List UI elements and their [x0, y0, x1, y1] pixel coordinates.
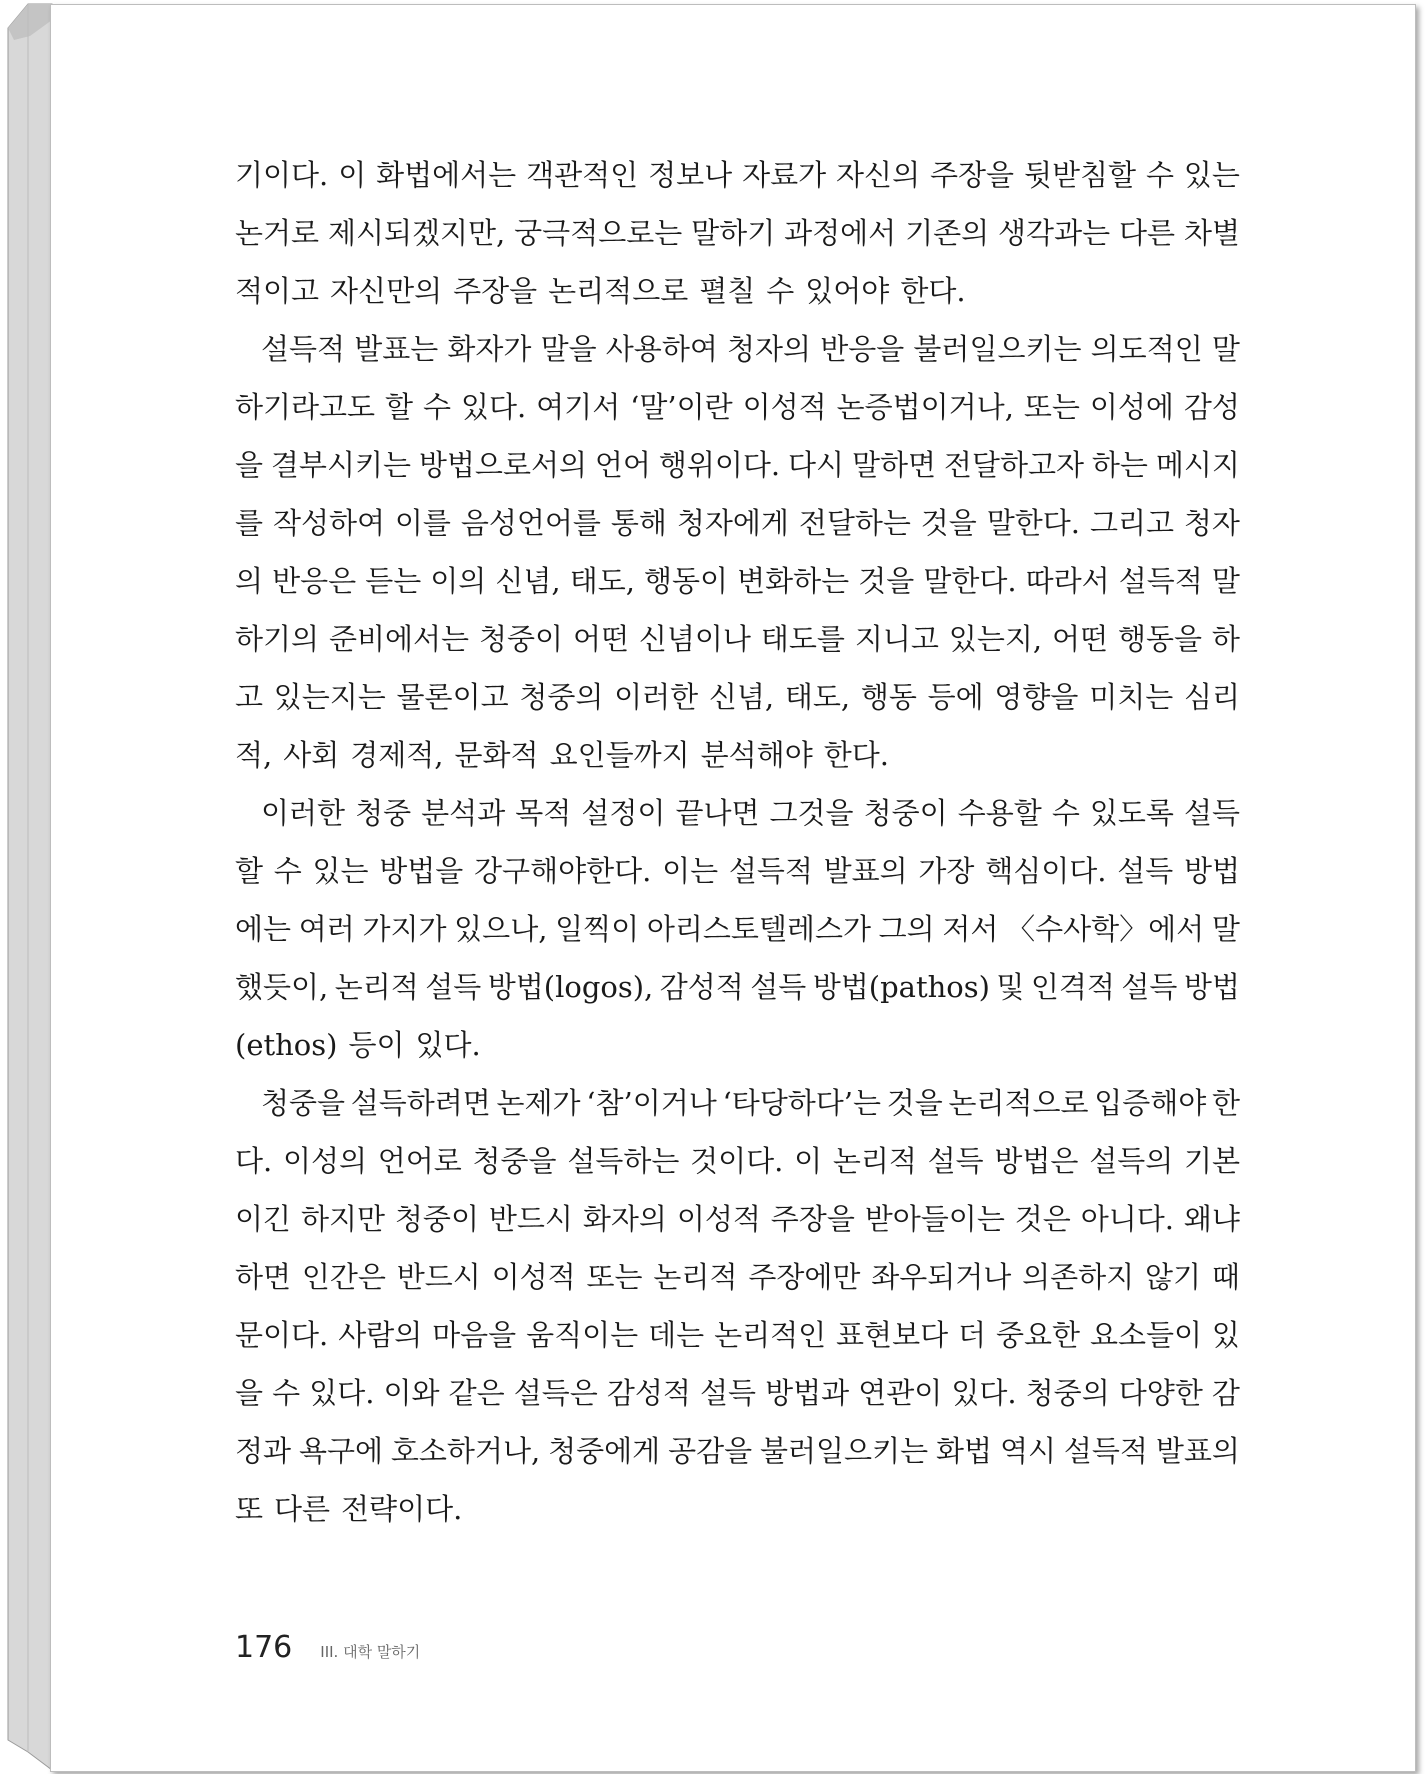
- word: 설득: [927, 1144, 984, 1178]
- running-head: III. 대학 말하기: [320, 1643, 421, 1661]
- word: 자신의: [836, 158, 921, 192]
- word: 행동: [860, 680, 917, 714]
- word: 이성적: [742, 390, 827, 424]
- word: 설득은: [513, 1376, 598, 1410]
- word: 메시지: [1155, 448, 1240, 482]
- word: 일찍이: [555, 912, 640, 946]
- word: 있다.: [460, 390, 527, 424]
- word: 행위이다.: [658, 448, 781, 482]
- word: 받아들이는: [864, 1202, 1005, 1236]
- word: 통해: [610, 506, 667, 540]
- word: 저서: [942, 912, 999, 946]
- word: 논거로: [235, 216, 320, 250]
- word: 청중이: [863, 796, 948, 830]
- word: 의: [235, 564, 264, 598]
- word: 주장을: [770, 1202, 855, 1236]
- word: 를: [235, 506, 264, 540]
- word: 강구해야한다.: [474, 854, 652, 888]
- word: 태도를: [760, 622, 845, 656]
- word: 수용할: [957, 796, 1042, 830]
- word: 반응을: [820, 332, 905, 366]
- word: 아니다.: [1080, 1202, 1174, 1236]
- word: 수: [1145, 158, 1174, 192]
- word: 하: [1211, 622, 1240, 656]
- word: 표현보다: [836, 1318, 949, 1352]
- word: 등에: [927, 680, 984, 714]
- word: 목적: [515, 796, 572, 830]
- word: 여기서: [536, 390, 621, 424]
- word: 궁극적으로는: [514, 216, 683, 250]
- text-line: [235, 1248, 1240, 1306]
- word: 한다.: [823, 738, 889, 772]
- word: 말하기: [691, 216, 776, 250]
- word: 아리스토텔레스가: [646, 912, 871, 946]
- word: 및: [996, 970, 1025, 1004]
- word: 설득: [1183, 796, 1240, 830]
- word: 미치는: [1089, 680, 1174, 714]
- word: 화법에서는: [376, 158, 517, 192]
- word: 화자가: [447, 332, 532, 366]
- word: 사회: [283, 738, 340, 772]
- word: 화법: [936, 1434, 993, 1468]
- word: 펼칠: [699, 274, 756, 308]
- word: 설득: [750, 970, 807, 1004]
- word: 있어야: [805, 274, 890, 308]
- word: 지니고: [854, 622, 939, 656]
- text-line: [235, 958, 1240, 1016]
- word: 의도적인: [1090, 332, 1203, 366]
- word: 것은: [1014, 1202, 1071, 1236]
- word: 있는지는: [273, 680, 386, 714]
- word: 있으나,: [454, 912, 548, 946]
- word: 고: [235, 680, 264, 714]
- word: 하면: [235, 1260, 292, 1294]
- word: 이를: [394, 506, 451, 540]
- word: 말을: [540, 332, 597, 366]
- word: 감성: [1183, 390, 1240, 424]
- word: 욕구에: [298, 1434, 383, 1468]
- word: 주장에만: [748, 1260, 861, 1294]
- word: 방법은: [994, 1144, 1079, 1178]
- word: 한: [1211, 1086, 1240, 1120]
- word: 경제적,: [350, 738, 444, 772]
- word: 있는: [1183, 158, 1240, 192]
- word: 심리: [1183, 680, 1240, 714]
- word: 논증법이거나,: [836, 390, 1014, 424]
- word: 논제가: [496, 1086, 581, 1120]
- text-line: [235, 900, 1240, 958]
- word: (ethos): [235, 1028, 338, 1062]
- word: 중요한: [995, 1318, 1081, 1352]
- word: 이성적: [491, 1260, 576, 1294]
- word: 설득하는: [567, 1144, 680, 1178]
- word: 있다.: [951, 1376, 1017, 1410]
- word: 작성하여: [272, 506, 385, 540]
- text-line: [235, 1190, 1240, 1248]
- word: 것을: [920, 506, 977, 540]
- text-line: [235, 1074, 1240, 1132]
- word: 청중을: [472, 1144, 557, 1178]
- word: 수: [272, 1376, 301, 1410]
- word: 사람의: [338, 1318, 423, 1352]
- word: 이의: [430, 564, 487, 598]
- word: 방법으로서의: [418, 448, 587, 482]
- word: 이성에: [1089, 390, 1174, 424]
- text-line: [235, 378, 1240, 436]
- word: 청중에게: [548, 1434, 661, 1468]
- text-line: [235, 1364, 1240, 1422]
- word: 논리적으로: [548, 274, 689, 308]
- word: 듣는: [365, 564, 422, 598]
- word: 객관적인: [526, 158, 639, 192]
- word: 움직이는: [526, 1318, 639, 1352]
- word: 여러: [298, 912, 355, 946]
- word: 주장을: [930, 158, 1015, 192]
- word: 이러한: [261, 796, 346, 830]
- word: 과정에서: [784, 216, 897, 250]
- word: 말한다.: [986, 506, 1081, 540]
- word: 것을: [858, 564, 915, 598]
- word: 논리적인: [714, 1318, 827, 1352]
- word: 생각과는: [998, 216, 1111, 250]
- word: 마음을: [432, 1318, 517, 1352]
- word: 준비에서는: [328, 622, 470, 656]
- word: 행동을: [1117, 622, 1202, 656]
- text-line: [235, 668, 1240, 726]
- word: 하기라고도: [235, 390, 376, 424]
- word: 적이고: [235, 274, 320, 308]
- word: 연관이: [858, 1376, 943, 1410]
- word: 할: [235, 854, 264, 888]
- word: 차별: [1183, 216, 1240, 250]
- word: 기이다.: [235, 158, 329, 192]
- word: 논리적: [334, 970, 419, 1004]
- word: 가지가: [362, 912, 447, 946]
- text-line: [235, 842, 1240, 900]
- word: 다.: [235, 1144, 273, 1178]
- word: 기본: [1183, 1144, 1240, 1178]
- text-line: [235, 204, 1240, 262]
- word: 의존하지: [1022, 1260, 1135, 1294]
- text-line: [235, 1132, 1240, 1190]
- word: 다양한: [1118, 1376, 1203, 1410]
- word: 주장을: [453, 274, 538, 308]
- word: 논리적으로: [948, 1086, 1089, 1120]
- page-footer: [235, 1630, 420, 1665]
- word: 문이다.: [235, 1318, 329, 1352]
- word: 불러일으키는: [760, 1434, 929, 1468]
- word: 이와: [383, 1376, 440, 1410]
- word: 것을: [886, 1086, 943, 1120]
- word: 정보나: [648, 158, 733, 192]
- text-line: [235, 610, 1240, 668]
- word: 언어: [594, 448, 651, 482]
- word: 설득: [425, 970, 482, 1004]
- word: 청중이: [478, 622, 564, 656]
- word: 설득의: [1089, 1144, 1174, 1178]
- word: 설득: [1117, 854, 1174, 888]
- word: 문화적: [454, 738, 539, 772]
- word: 가장: [918, 854, 975, 888]
- word: 신념,: [495, 564, 561, 598]
- word: ‘타당하다’는: [722, 1086, 881, 1120]
- word: 있는지,: [948, 622, 1043, 656]
- word: 뒷받침할: [1023, 158, 1137, 192]
- word: 때: [1211, 1260, 1240, 1294]
- word: 역시: [999, 1434, 1056, 1468]
- word: ‘참’이거나: [586, 1086, 717, 1120]
- word: 말하면: [851, 448, 937, 482]
- word: 않기: [1145, 1260, 1202, 1294]
- word: 발표는: [354, 332, 439, 366]
- word: 제시되겠지만,: [327, 216, 506, 250]
- word: 전달하는: [798, 506, 911, 540]
- word: 전달하고자: [943, 448, 1084, 482]
- word: 이: [338, 158, 367, 192]
- word: 에는: [235, 912, 292, 946]
- word: 설득적: [1118, 564, 1203, 598]
- word: 또는: [586, 1260, 643, 1294]
- word: 인간은: [301, 1260, 386, 1294]
- text-line: [235, 146, 1240, 204]
- text-line: [235, 262, 1240, 320]
- word: 공감을: [668, 1434, 753, 1468]
- word: 더: [958, 1318, 987, 1352]
- word: 논리적: [832, 1144, 917, 1178]
- word: 발표의: [823, 854, 908, 888]
- word: 사용하여: [605, 332, 718, 366]
- word: 청자: [1183, 506, 1240, 540]
- text-line: [235, 494, 1240, 552]
- word: 영향을: [994, 680, 1079, 714]
- word: 이: [794, 1144, 823, 1178]
- word: 입증해야: [1094, 1086, 1207, 1120]
- text-line: [235, 436, 1240, 494]
- word: 끝나면: [675, 796, 760, 830]
- word: 설득적: [261, 332, 346, 366]
- word: 적,: [235, 738, 273, 772]
- word: 하지만: [300, 1202, 385, 1236]
- word: 있다.: [415, 1028, 481, 1062]
- word: 등이: [348, 1028, 405, 1062]
- word: 설득: [1121, 970, 1178, 1004]
- word: 신념이나: [638, 622, 751, 656]
- word: 방법(logos),: [487, 970, 654, 1004]
- word: 수: [423, 390, 452, 424]
- word: 〈수사학〉에서: [1006, 912, 1205, 946]
- word: 했듯이,: [235, 970, 329, 1004]
- word: 청중의: [519, 680, 604, 714]
- word: 말: [1211, 564, 1240, 598]
- word: 결부시키는: [270, 448, 411, 482]
- word: 수: [766, 274, 795, 308]
- word: 할: [385, 390, 414, 424]
- word: ‘말’이란: [630, 390, 733, 424]
- text-line: [235, 784, 1240, 842]
- word: 있도록: [1089, 796, 1174, 830]
- word: 물론이고: [396, 680, 509, 714]
- word: 설득하려면: [350, 1086, 491, 1120]
- word: 반응은: [272, 564, 357, 598]
- word: 어떤: [1052, 622, 1109, 656]
- word: 방법: [1183, 854, 1240, 888]
- text-line: [235, 320, 1240, 378]
- word: 논리적: [653, 1260, 738, 1294]
- word: 방법(pathos): [812, 970, 990, 1004]
- word: 있다.: [309, 1376, 375, 1410]
- word: 왜냐: [1183, 1202, 1240, 1236]
- word: 변화하는: [737, 564, 850, 598]
- word: 청중의: [1025, 1376, 1110, 1410]
- word: 좌우되거나: [871, 1260, 1012, 1294]
- word: 분석과: [421, 796, 506, 830]
- word: 수: [273, 854, 302, 888]
- word: 이긴: [235, 1202, 292, 1236]
- word: 설득적: [1063, 1434, 1148, 1468]
- word: 말: [1211, 332, 1240, 366]
- word: 반드시: [488, 1202, 573, 1236]
- text-line: [235, 1480, 1240, 1538]
- word: 그의: [878, 912, 935, 946]
- word: 방법과: [765, 1376, 850, 1410]
- word: 감성적: [659, 970, 744, 1004]
- word: 감: [1211, 1376, 1240, 1410]
- text-line: [235, 1422, 1240, 1480]
- word: 태도,: [569, 564, 635, 598]
- word: 신념,: [708, 680, 775, 714]
- text-line: [235, 552, 1240, 610]
- page-number: 176: [235, 1630, 293, 1665]
- word: 이는: [662, 854, 719, 888]
- word: 또: [235, 1492, 264, 1526]
- word: 요인들까지: [549, 738, 690, 772]
- word: 설득: [699, 1376, 757, 1410]
- word: 청자의: [727, 332, 812, 366]
- word: 이성적: [676, 1202, 761, 1236]
- word: 또는: [1023, 390, 1080, 424]
- word: 수: [1051, 796, 1080, 830]
- word: 분석해야: [700, 738, 813, 772]
- word: 다시: [788, 448, 845, 482]
- word: 같은: [448, 1376, 505, 1410]
- word: 이러한: [614, 680, 699, 714]
- word: 설정이: [581, 796, 666, 830]
- word: 청자에게: [676, 506, 789, 540]
- word: 방법: [1183, 970, 1240, 1004]
- word: 한다.: [900, 274, 966, 308]
- word: 하는: [1091, 448, 1148, 482]
- word: 것이다.: [690, 1144, 784, 1178]
- word: 설득적: [728, 854, 813, 888]
- word: 행동이: [644, 564, 729, 598]
- word: 다른: [274, 1492, 331, 1526]
- word: 인격적: [1030, 970, 1115, 1004]
- word: 청중이: [394, 1202, 479, 1236]
- word: 감성적: [606, 1376, 691, 1410]
- word: 하기의: [235, 622, 320, 656]
- text-line: [235, 1306, 1240, 1364]
- word: 있: [1211, 1318, 1240, 1352]
- word: 자신만의: [330, 274, 443, 308]
- word: 있는: [312, 854, 369, 888]
- word: 청중을: [261, 1086, 346, 1120]
- word: 다른: [1119, 216, 1176, 250]
- word: 태도,: [784, 680, 851, 714]
- word: 이성의: [282, 1144, 368, 1178]
- word: 말한다.: [923, 564, 1017, 598]
- word: 발표의: [1155, 1434, 1240, 1468]
- body-text: [235, 146, 1240, 1538]
- word: 화자의: [582, 1202, 667, 1236]
- word: 을: [235, 1376, 264, 1410]
- word: 말: [1211, 912, 1240, 946]
- word: 호소하거나,: [390, 1434, 541, 1468]
- word: 음성언어를: [460, 506, 601, 540]
- word: 반드시: [396, 1260, 481, 1294]
- word: 정과: [235, 1434, 292, 1468]
- word: 어떤: [572, 622, 629, 656]
- text-line: [235, 726, 1240, 784]
- word: 전략이다.: [341, 1492, 463, 1526]
- word: 방법을: [379, 854, 464, 888]
- word: 그리고: [1089, 506, 1174, 540]
- word: 기존의: [905, 216, 990, 250]
- word: 청중: [355, 796, 412, 830]
- text-line: [235, 1016, 1240, 1074]
- word: 그것을: [769, 796, 854, 830]
- word: 불러일으키는: [913, 332, 1082, 366]
- word: 을: [235, 448, 264, 482]
- word: 요소들이: [1089, 1318, 1202, 1352]
- word: 따라서: [1025, 564, 1110, 598]
- word: 데는: [648, 1318, 705, 1352]
- word: 자료가: [742, 158, 827, 192]
- word: 언어로: [377, 1144, 462, 1178]
- word: 핵심이다.: [985, 854, 1107, 888]
